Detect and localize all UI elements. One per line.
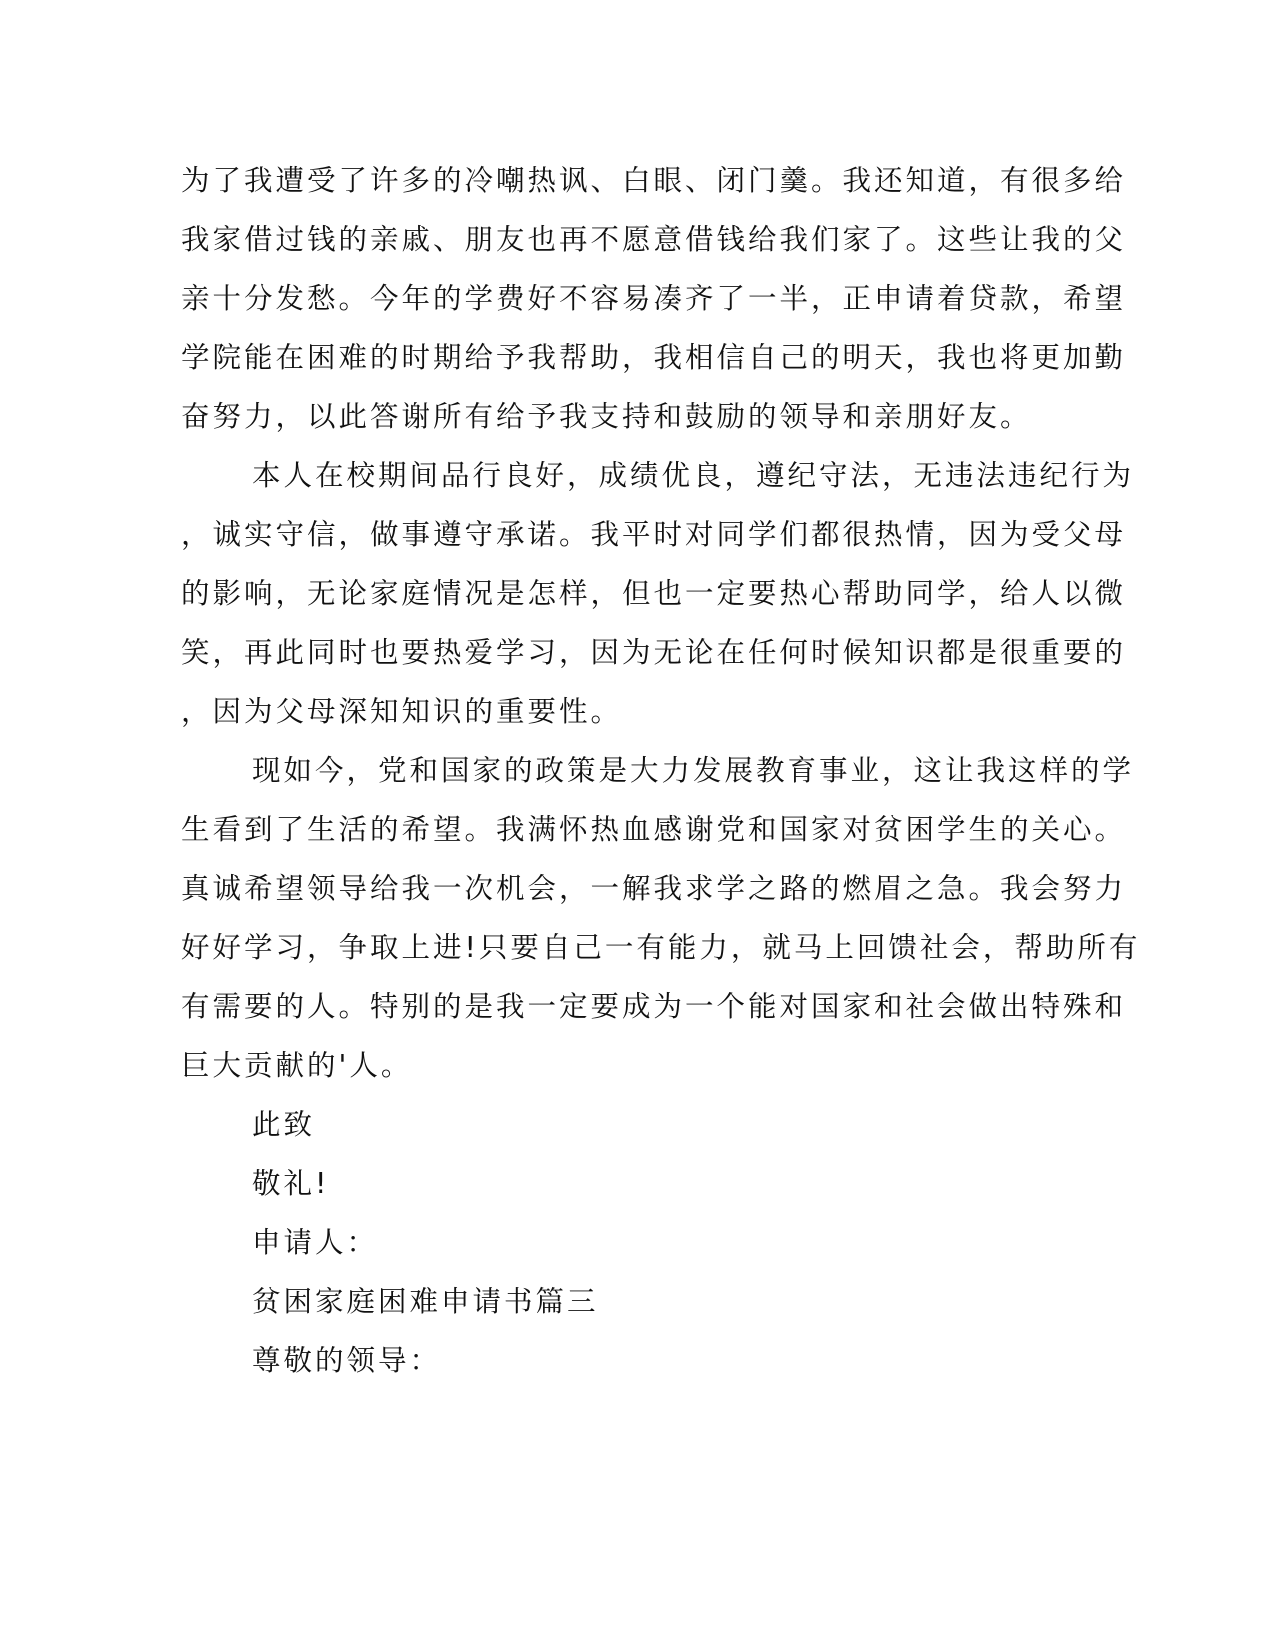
text-line: 学院能在困难的时期给予我帮助，我相信自己的明天，我也将更加勤 [181,341,1127,374]
text-line: ，因为父母深知知识的重要性。 [181,695,623,728]
text-line: 好好学习，争取上进!只要自己一有能力，就马上回馈社会，帮助所有 [181,931,1141,964]
text-line: 为了我遭受了许多的冷嘲热讽、白眼、闭门羹。我还知道，有很多给 [181,164,1127,197]
text-line: 我家借过钱的亲戚、朋友也再不愿意借钱给我们家了。这些让我的父 [181,223,1127,256]
text-line: 奋努力，以此答谢所有给予我支持和鼓励的领导和亲朋好友。 [181,400,1032,433]
text-line: 巨大贡献的'人。 [181,1049,413,1082]
paragraph-first-line: 本人在校期间品行良好，成绩优良，遵纪守法，无违法违纪行为 [252,459,1135,492]
text-line: 真诚希望领导给我一次机会，一解我求学之路的燃眉之急。我会努力 [181,872,1127,905]
text-line: 的影响，无论家庭情况是怎样，但也一定要热心帮助同学，给人以微 [181,577,1127,610]
greeting: 尊敬的领导： [252,1344,442,1377]
text-line: ，诚实守信，做事遵守承诺。我平时对同学们都很热情，因为受父母 [181,518,1127,551]
closing-salutation: 此致 [252,1108,316,1141]
text-line: 笑，再此同时也要热爱学习，因为无论在任何时候知识都是很重要的 [181,636,1127,669]
text-line: 生看到了生活的希望。我满怀热血感谢党和国家对贫困学生的关心。 [181,813,1127,846]
section-title: 贫困家庭困难申请书篇三 [252,1285,599,1318]
text-line: 有需要的人。特别的是我一定要成为一个能对国家和社会做出特殊和 [181,990,1127,1023]
closing-regards: 敬礼! [252,1167,330,1200]
applicant-label: 申请人： [252,1226,379,1259]
paragraph-first-line: 现如今，党和国家的政策是大力发展教育事业，这让我这样的学 [252,754,1135,787]
text-line: 亲十分发愁。今年的学费好不容易凑齐了一半，正申请着贷款，希望 [181,282,1127,315]
